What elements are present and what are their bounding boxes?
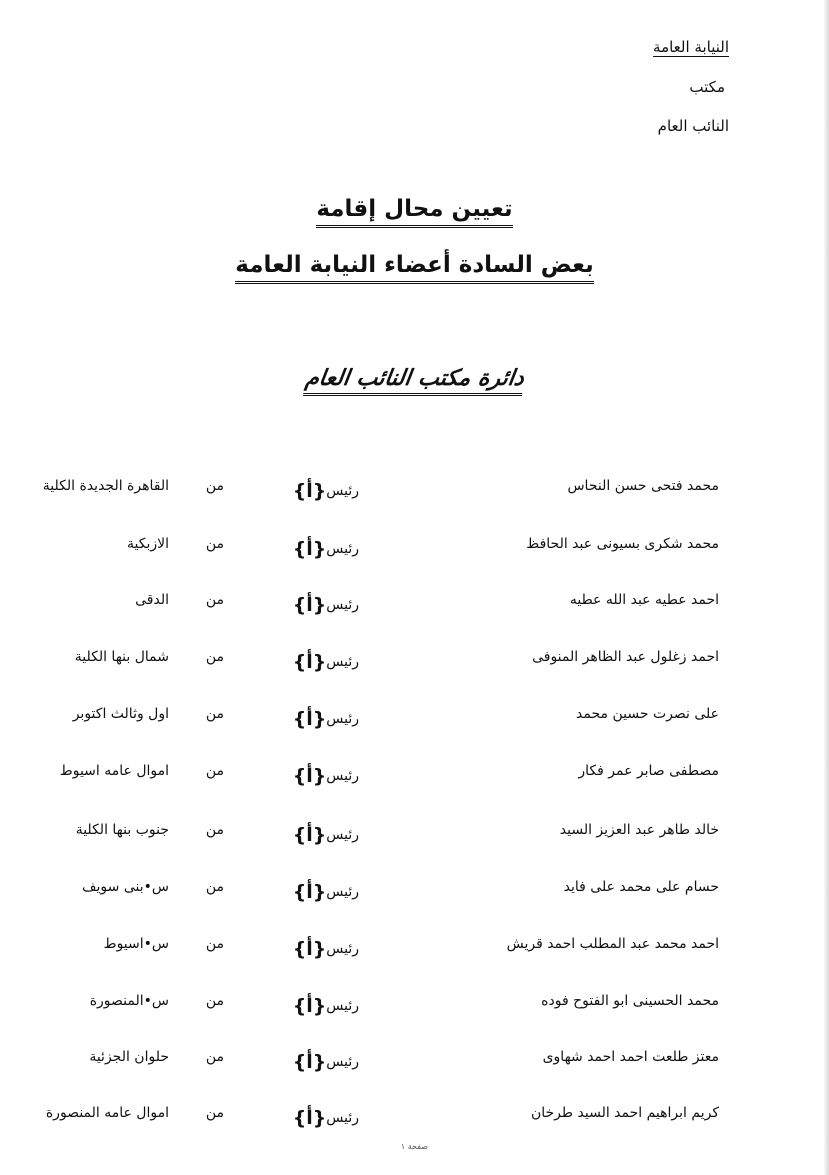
member-rank [289, 1049, 359, 1071]
previous-location: الازبكية [127, 536, 169, 552]
rank-label: رئيس [326, 541, 359, 557]
member-name: احمد عطيه عبد الله عطيه [569, 592, 719, 608]
previous-location: اموال عامه اسيوط [59, 763, 169, 779]
grade-label: {أ} [292, 881, 327, 903]
member-rank [289, 822, 359, 844]
member-name: محمد فتحى حسن النحاس [567, 478, 719, 494]
section-heading-text: دائرة مكتب النائب العام [303, 366, 526, 396]
list-item [0, 1049, 829, 1089]
rank-label: رئيس [326, 884, 359, 900]
header-attorney-general: النائب العام [657, 117, 729, 135]
member-rank [289, 993, 359, 1015]
member-rank [289, 936, 359, 958]
grade-label: {أ} [292, 538, 327, 560]
rank-label: رئيس [326, 1110, 359, 1126]
rank-label: رئيس [326, 998, 359, 1014]
from-label: من [205, 936, 224, 952]
from-label: من [205, 592, 224, 608]
document-subtitle [0, 252, 829, 284]
rank-label: رئيس [326, 597, 359, 613]
grade-label: {أ} [292, 1051, 327, 1073]
member-rank [289, 592, 359, 614]
previous-location: س•اسيوط [103, 936, 169, 952]
previous-location: س•المنصورة [89, 993, 169, 1009]
grade-label: {أ} [292, 938, 327, 960]
rank-label: رئيس [326, 768, 359, 784]
previous-location: جنوب بنها الكلية [75, 822, 169, 838]
from-label: من [205, 1049, 224, 1065]
previous-location: شمال بنها الكلية [74, 649, 169, 665]
previous-location: الدقى [135, 592, 169, 608]
from-label: من [205, 536, 224, 552]
member-name: خالد طاهر عبد العزيز السيد [559, 822, 719, 838]
page-number: صفحة ١ [400, 1142, 429, 1151]
member-name: احمد زغلول عبد الظاهر المنوفى [532, 649, 719, 665]
member-name: على نصرت حسين محمد [576, 706, 719, 722]
member-rank [289, 649, 359, 671]
member-name: كريم ابراهيم احمد السيد طرخان [530, 1105, 719, 1121]
grade-label: {أ} [292, 594, 327, 616]
member-name: احمد محمد عبد المطلب احمد قريش [506, 936, 719, 952]
from-label: من [205, 822, 224, 838]
document-subtitle-text: بعض السادة أعضاء النيابة العامة [235, 252, 593, 284]
previous-location: اول وثالث اكتوبر [72, 706, 169, 722]
member-name: حسام على محمد على فايد [563, 879, 719, 895]
rank-label: رئيس [326, 483, 359, 499]
member-name: محمد الحسينى ابو الفتوح فوده [541, 993, 719, 1009]
list-item [0, 822, 829, 862]
member-rank [289, 1105, 359, 1127]
from-label: من [205, 478, 224, 494]
section-heading [0, 366, 829, 396]
member-name: مصطفى صابر عمر فكار [578, 763, 719, 779]
from-label: من [205, 1105, 224, 1121]
previous-location: حلوان الجزئية [89, 1049, 169, 1065]
member-rank [289, 879, 359, 901]
from-label: من [205, 763, 224, 779]
from-label: من [205, 993, 224, 1009]
previous-location: اموال عامه المنصورة [45, 1105, 169, 1121]
rank-label: رئيس [326, 654, 359, 670]
grade-label: {أ} [292, 480, 327, 502]
member-name: محمد شكرى بسيونى عبد الحافظ [526, 536, 719, 552]
list-item [0, 1105, 829, 1145]
list-item [0, 706, 829, 746]
header-authority: النيابة العامة [653, 38, 729, 56]
member-rank [289, 763, 359, 785]
member-name: معتز طلعت احمد احمد شهاوى [542, 1049, 719, 1065]
document-title [0, 196, 829, 228]
list-item [0, 763, 829, 803]
from-label: من [205, 879, 224, 895]
previous-location: القاهرة الجديدة الكلية [42, 478, 169, 494]
member-rank [289, 706, 359, 728]
list-item [0, 536, 829, 576]
from-label: من [205, 649, 224, 665]
from-label: من [205, 706, 224, 722]
previous-location: س•بنى سويف [82, 879, 169, 895]
list-item [0, 936, 829, 976]
rank-label: رئيس [326, 941, 359, 957]
list-item [0, 993, 829, 1033]
rank-label: رئيس [326, 711, 359, 727]
member-rank [289, 536, 359, 558]
document-title-text: تعيين محال إقامة [316, 196, 512, 228]
rank-label: رئيس [326, 827, 359, 843]
grade-label: {أ} [292, 995, 327, 1017]
header-office: مكتب [689, 78, 725, 96]
list-item [0, 879, 829, 919]
grade-label: {أ} [292, 708, 327, 730]
grade-label: {أ} [292, 824, 327, 846]
rank-label: رئيس [326, 1054, 359, 1070]
grade-label: {أ} [292, 765, 327, 787]
member-rank [289, 478, 359, 500]
list-item [0, 649, 829, 689]
list-item [0, 478, 829, 518]
grade-label: {أ} [292, 1107, 327, 1129]
grade-label: {أ} [292, 651, 327, 673]
list-item [0, 592, 829, 632]
